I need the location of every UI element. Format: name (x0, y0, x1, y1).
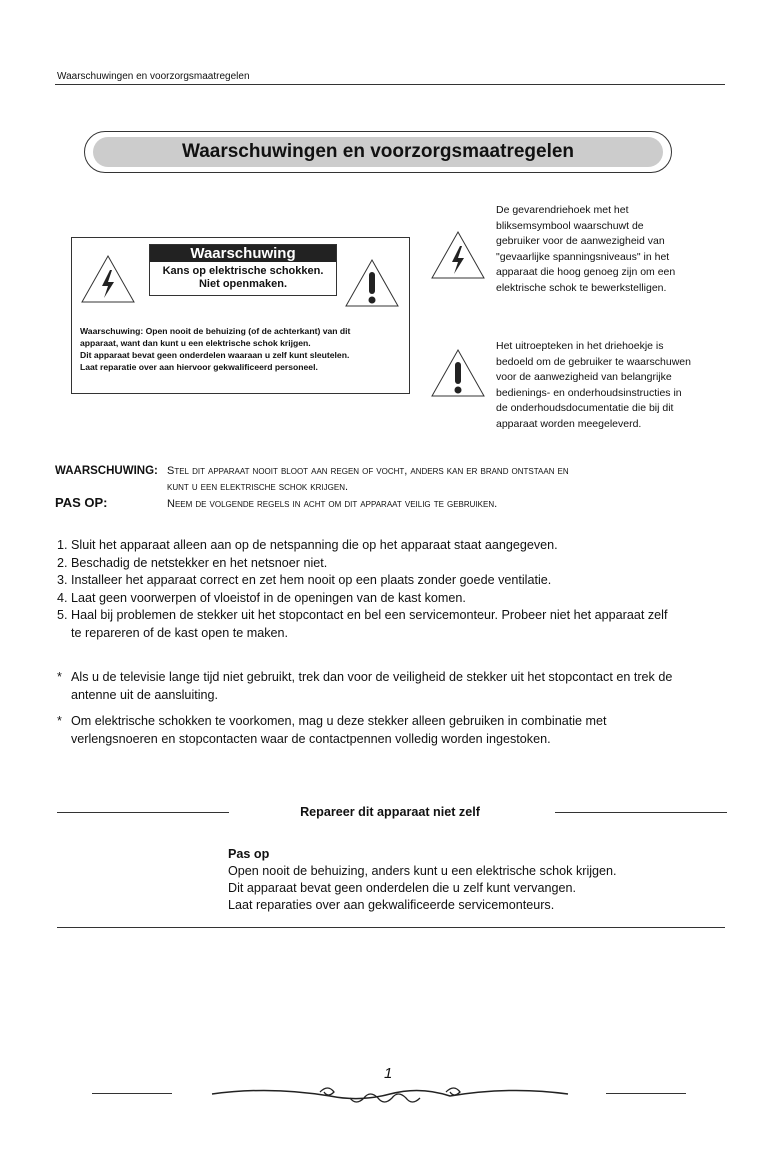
list-item: te repareren of de kast open te maken. (71, 625, 289, 640)
bullet-star: * (57, 714, 62, 728)
note-text: Om elektrische schokken te voorkomen, mag u deze stekker alleen gebruiken in combinatie met (71, 714, 607, 728)
text-line: bliksemsymbool waarschuwt de (496, 219, 644, 232)
note-item (57, 668, 737, 704)
page-title: Waarschuwingen en voorzorgsmaatregelen (93, 137, 663, 167)
header-rule (55, 84, 725, 85)
divider (57, 812, 229, 813)
text-line: gebruiker voor de aanwezigheid van (496, 235, 665, 247)
divider (606, 1093, 686, 1094)
list-item: 1. Sluit het apparaat alleen aan op de netspanning die op het apparaat staat aangegeven. (57, 538, 558, 552)
caution-block (55, 463, 745, 512)
lightning-triangle-icon (430, 230, 486, 280)
running-header: Waarschuwingen en voorzorgsmaatregelen (57, 71, 250, 82)
page-number: 1 (384, 1065, 393, 1082)
note-text: antenne uit de aansluiting. (71, 688, 219, 702)
text-line: voor de aanwezigheid van belangrijke (496, 371, 672, 383)
note-text: Als u de televisie lange tijd niet gebruikt, trek dan voor de veiligheid de stekker uit het stopcontact en trek de (71, 670, 673, 684)
list-item: 4. Laat geen voorwerpen of vloeistof in de openingen van de kast komen. (57, 590, 466, 605)
list-item: 2. Beschadig de netstekker en het netsnoer niet. (57, 555, 328, 570)
warning-label-line: Kans op elektrische schokken. (162, 265, 324, 277)
caution-text: Stel dit apparaat nooit bloot aan regen of vocht, anders kan er brand ontstaan en (167, 465, 569, 477)
text-line: apparaat, want dan kunt u een elektrische schok krijgen. (80, 338, 311, 348)
exclamation-triangle-icon (344, 258, 400, 308)
text-line: Open nooit de behuizing, anders kunt u een elektrische schok krijgen. (228, 864, 617, 878)
warning-box (71, 237, 410, 394)
text-line: Laat reparaties over aan gekwalificeerde servicemonteurs. (228, 898, 555, 912)
divider (555, 812, 727, 813)
warning-label-line: Niet openmaken. (198, 278, 288, 290)
text-line: Het uitroepteken in het driehoekje is (496, 340, 664, 352)
text-line: Waarschuwing: Open nooit de behuizing (of de achterkant) van dit (80, 326, 351, 336)
safety-rules-list (57, 537, 737, 642)
caution-text: Neem de volgende regels in acht om dit apparaat veilig te gebruiken. (167, 498, 498, 510)
divider (57, 927, 725, 928)
text-line: Dit apparaat bevat geen onderdelen waaraan u zelf kunt sleutelen. (80, 350, 350, 360)
divider (92, 1093, 172, 1094)
repair-title: Pas op (228, 847, 270, 861)
text-line: Dit apparaat bevat geen onderdelen die u zelf kunt vervangen. (228, 881, 576, 895)
caution-text: kunt u een elektrische schok krijgen. (167, 481, 349, 493)
text-line: de onderhoudsdocumentatie die bij dit (496, 402, 674, 414)
text-line: "gevaarlijke spanningsniveaus" in het (496, 250, 670, 263)
lightning-triangle-icon (80, 254, 136, 304)
text-line: apparaat worden meegeleverd. (496, 417, 642, 430)
text-line: Laat reparatie over aan hiervoor gekwalificeerd personeel. (80, 362, 318, 372)
note-text: verlengsnoeren en stopcontacten waar de contactpennen volledig worden ingestoken. (71, 732, 551, 746)
text-line: bedoeld om de gebruiker te waarschuwen (496, 355, 691, 368)
warning-label (149, 244, 337, 296)
title-banner (84, 131, 672, 173)
ornament-flourish-icon (210, 1080, 570, 1108)
text-line: elektrische schok te bewerkstelligen. (496, 281, 667, 294)
text-line: De gevarendriehoek met het (496, 204, 629, 216)
bullet-star: * (57, 670, 62, 684)
repair-heading: Repareer dit apparaat niet zelf (300, 805, 480, 819)
text-line: bedienings- en onderhoudsinstructies in (496, 386, 682, 399)
text-line: apparaat die hoog genoeg zijn om een (496, 266, 676, 278)
note-item (57, 712, 737, 748)
exclamation-triangle-icon (430, 348, 486, 398)
list-item: 3. Installeer het apparaat correct en zet hem nooit op een plaats zonder goede ventilatie. (57, 573, 552, 587)
exclamation-symbol-description (496, 339, 736, 432)
caution-label: WAARSCHUWING: (55, 465, 158, 477)
warning-label-heading: Waarschuwing (150, 245, 336, 262)
lightning-symbol-description (496, 203, 736, 296)
list-item: 5. Haal bij problemen de stekker uit het stopcontact en bel een servicemonteur. Probeer niet het apparaat zelf (57, 608, 668, 622)
warning-text (80, 325, 350, 373)
caution-label: PAS OP: (55, 495, 108, 510)
repair-notice (228, 846, 617, 914)
